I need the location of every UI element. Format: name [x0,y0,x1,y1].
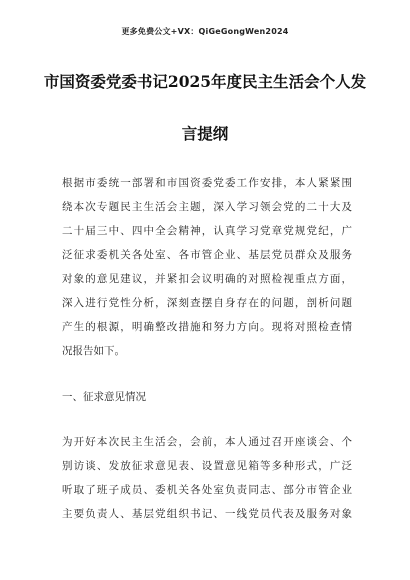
intro-line: 二十届三中、四中全会精神，认真学习党章党规党纪，广 [62,225,352,237]
intro-line: 对象的意见建议，并紧扣会议明确的对照检视重点方面， [62,273,352,285]
section-heading: 一、征求意见情况 [62,391,146,403]
document-title-line-1: 市国资委党委书记2025年度民主生活会个人发 [43,72,367,91]
intro-line: 泛征求委机关各处室、各市管企业、基层党员群众及服务 [62,249,352,261]
intro-line: 况报告如下。 [62,345,125,357]
intro-line: 根据市委统一部署和市国资委党委工作安排，本人紧紧围 [62,177,352,189]
section-line: 主要负责人、基层党组织书记、一线党员代表及服务对象 [62,508,352,520]
section-line: 听取了班子成员、委机关各处室负责同志、部分市管企业 [62,484,352,496]
document-title-line-2: 言提纲 [181,124,229,143]
section-line: 别访谈、发放征求意见表、设置意见箱等多种形式，广泛 [62,460,352,472]
intro-line: 深入进行党性分析，深刻查摆自身存在的问题，剖析问题 [62,297,352,309]
section-paragraph [62,430,352,526]
intro-line: 绕本次专题民主生活会主题，深入学习领会党的二十大及 [62,201,352,213]
section-line: 为开好本次民主生活会，会前，本人通过召开座谈会、个 [62,436,352,448]
header-note: 更多免费公文+VX：QiGeGongWen2024 [121,27,289,36]
intro-line: 产生的根源，明确整改措施和努力方向。现将对照检查情 [62,321,352,333]
intro-paragraph [62,171,352,363]
